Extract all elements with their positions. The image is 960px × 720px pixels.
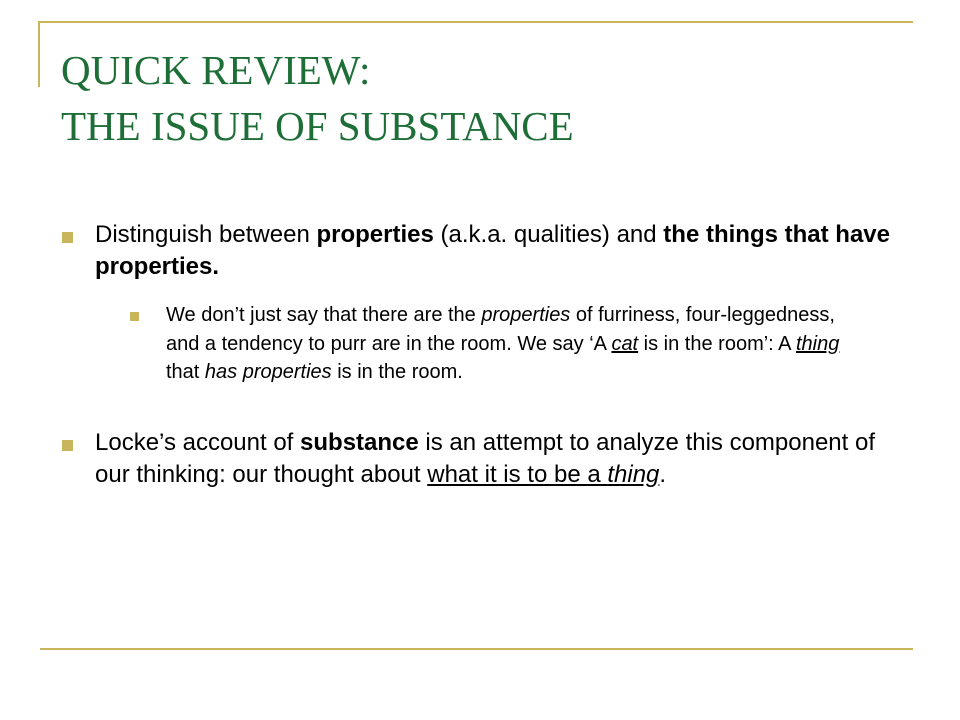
left-rule xyxy=(38,21,40,87)
text-run-properties: properties xyxy=(316,221,434,248)
bullet-distinguish-properties xyxy=(62,219,915,283)
text-run-has-properties: has properties xyxy=(204,361,332,383)
text-run: Locke’s account of xyxy=(95,428,301,456)
text-run-thing: thing xyxy=(607,460,660,488)
text-run-cat: cat xyxy=(611,332,639,355)
text-run-what-it-is: what it is to be a xyxy=(427,460,608,488)
text-run-things-with-properties: the things that have properties. xyxy=(95,221,890,280)
square-bullet-icon xyxy=(62,232,73,243)
sub-bullet-text xyxy=(166,304,839,383)
text-run: . xyxy=(659,460,667,488)
text-run-properties-italic: properties xyxy=(481,304,571,326)
top-rule xyxy=(40,21,913,23)
slide-content xyxy=(62,219,922,491)
bullet-locke-substance xyxy=(62,427,915,491)
title-line-2: THE ISSUE OF SUBSTANCE xyxy=(61,103,574,149)
sub-bullet-cat-example xyxy=(130,301,866,387)
text-run: of furriness, four-leggedness, and a tendency to purr are in the room. We say ‘A xyxy=(166,304,835,355)
bullet-text xyxy=(95,221,890,280)
square-bullet-icon xyxy=(62,440,73,451)
title-line-1: QUICK REVIEW: xyxy=(61,47,371,93)
text-run: is in the room. xyxy=(331,361,463,383)
slide-title xyxy=(61,42,574,154)
text-run: that xyxy=(166,361,205,383)
text-run: is an attempt to analyze this component of our thinking: our thought about xyxy=(95,428,876,488)
text-run-thing: thing xyxy=(795,332,840,355)
bullet-text xyxy=(95,429,875,488)
bottom-rule xyxy=(40,648,913,650)
text-run: We don’t just say that there are the xyxy=(166,304,482,326)
text-run: (a.k.a. qualities) and xyxy=(433,221,664,248)
text-run: is in the room’: A xyxy=(638,332,796,355)
square-bullet-icon xyxy=(130,312,139,321)
text-run: Distinguish between xyxy=(95,221,317,248)
text-run-substance: substance xyxy=(300,428,419,456)
